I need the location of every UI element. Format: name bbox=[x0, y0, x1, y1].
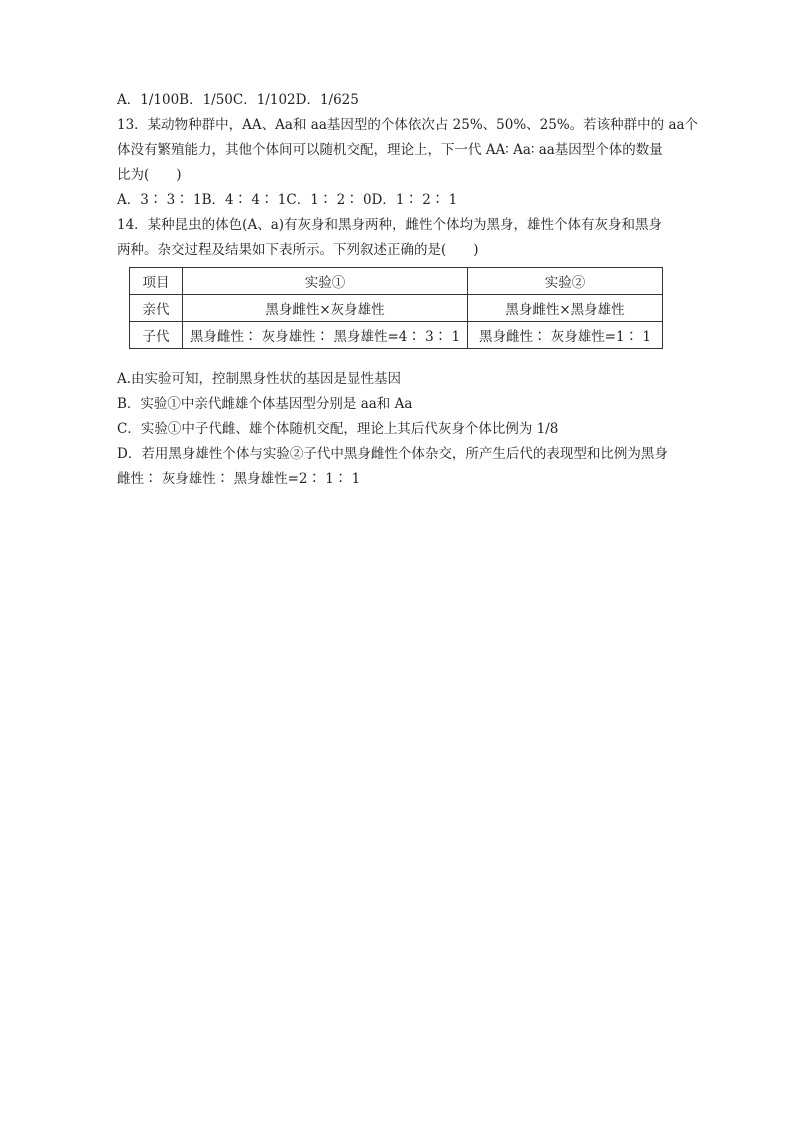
table-cell: 子代 bbox=[130, 322, 183, 349]
table-row bbox=[130, 295, 663, 322]
table-header-cell: 实验② bbox=[468, 268, 663, 295]
table-cell: 亲代 bbox=[130, 295, 183, 322]
table-cell: 黑身雌性×黑身雄性 bbox=[468, 295, 663, 322]
table-header-cell: 项目 bbox=[130, 268, 183, 295]
q14-option-a: A.由实验可知，控制黑身性状的基因是显性基因 bbox=[117, 371, 402, 387]
table-cell: 黑身雌性∶ 灰身雄性=1∶ 1 bbox=[468, 322, 663, 349]
experiment-table bbox=[129, 267, 663, 349]
q13-options: A．3∶ 3∶ 1B．4∶ 4∶ 1C．1∶ 2∶ 0D．1∶ 2∶ 1 bbox=[117, 192, 458, 208]
table-cell: 黑身雌性∶ 灰身雄性∶ 黑身雄性=4∶ 3∶ 1 bbox=[183, 322, 468, 349]
document-page bbox=[117, 88, 699, 492]
table-header-cell: 实验① bbox=[183, 268, 468, 295]
table-header-row bbox=[130, 268, 663, 295]
q14-stem-line-1: 14．某种昆虫的体色(A、a)有灰身和黑身两种，雌性个体均为黑身，雄性个体有灰身和黑身 bbox=[117, 217, 663, 233]
q13-stem-line-2: 体没有繁殖能力，其他个体间可以随机交配，理论上，下一代 AA∶ Aa∶ aa基因型个体的数量 bbox=[117, 142, 663, 158]
q14-stem-line-2: 两种。杂交过程及结果如下表所示。下列叙述正确的是( ) bbox=[117, 242, 479, 258]
q14-option-d: D．若用黑身雄性个体与实验②子代中黑身雌性个体杂交，所产生后代的表现型和比例为黑身 bbox=[117, 446, 668, 462]
q13-stem-line-1: 13．某动物种群中，AA、Aa和 aa基因型的个体依次占 25%、50%、25%。若该种群中的 aa个 bbox=[117, 117, 699, 133]
q14-option-c: C．实验①中子代雌、雄个体随机交配，理论上其后代灰身个体比例为 1/8 bbox=[117, 421, 559, 437]
q13-stem-line-3: 比为( ) bbox=[117, 167, 182, 183]
table-cell: 黑身雌性×灰身雄性 bbox=[183, 295, 468, 322]
q12-options: A．1/100B．1/50C．1/102D．1/625 bbox=[117, 92, 359, 108]
q14-option-d-continued: 雌性∶ 灰身雄性∶ 黑身雄性=2∶ 1∶ 1 bbox=[117, 471, 361, 487]
table-row bbox=[130, 322, 663, 349]
question-14 bbox=[117, 213, 677, 492]
question-13 bbox=[117, 113, 699, 213]
q14-option-b: B．实验①中亲代雌雄个体基因型分别是 aa和 Aa bbox=[117, 396, 413, 412]
